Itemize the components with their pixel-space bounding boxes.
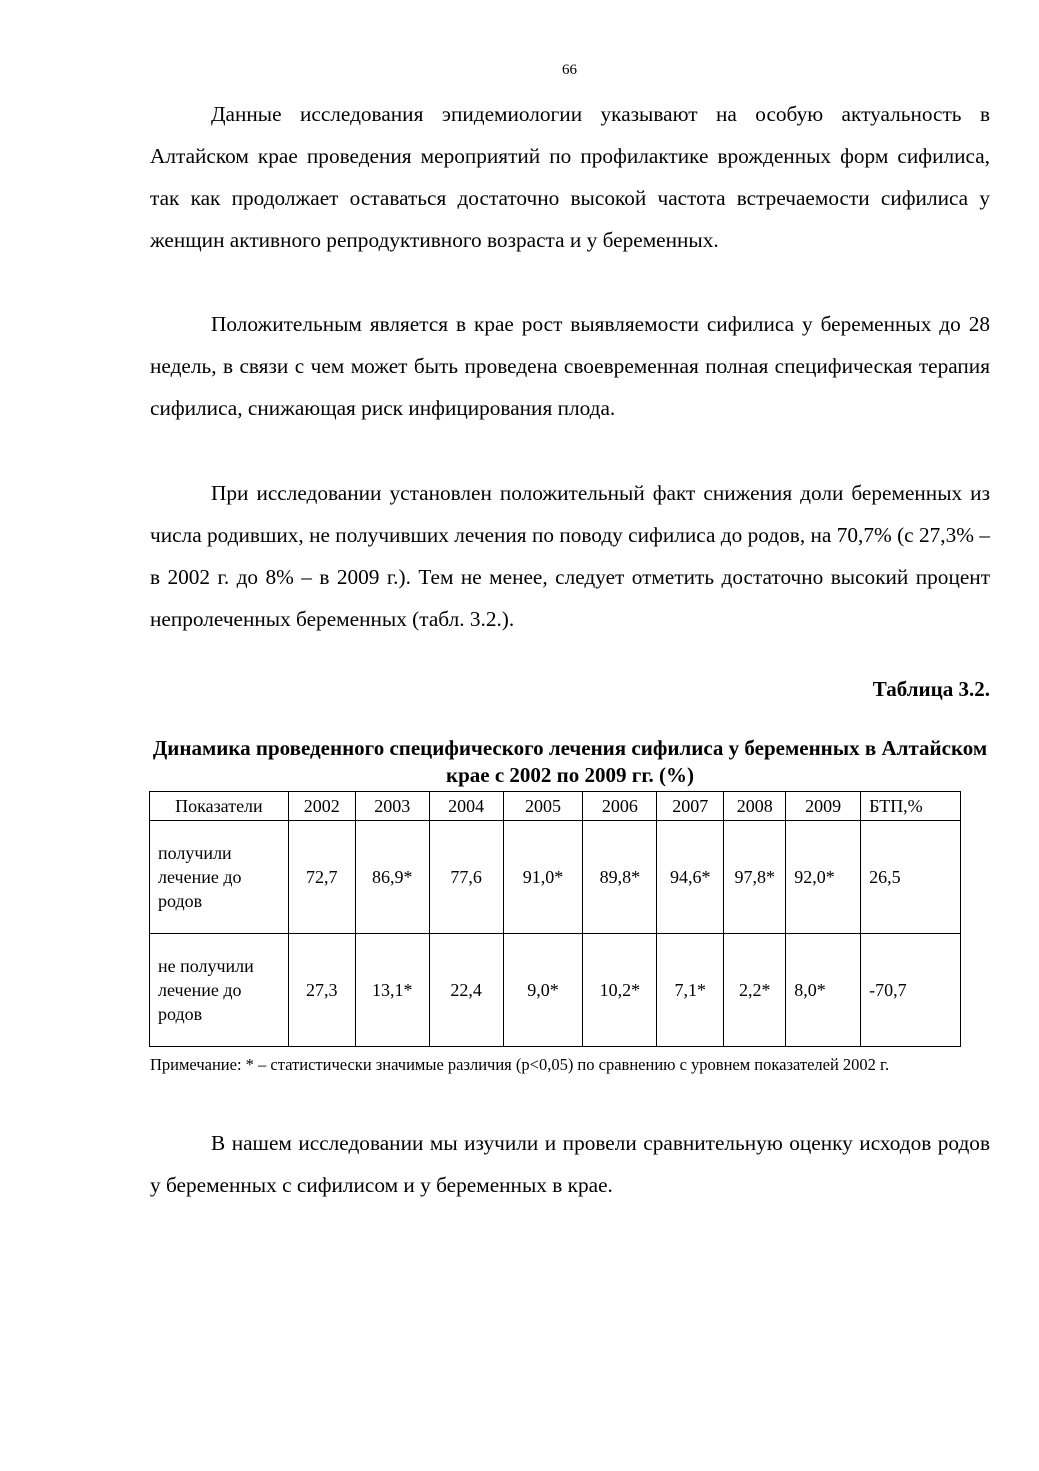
row-label-line: родов bbox=[158, 1004, 203, 1024]
table-row bbox=[150, 821, 961, 934]
table-cell: 27,3 bbox=[288, 934, 355, 1047]
data-table bbox=[149, 791, 961, 1047]
row-label-line: лечение до bbox=[158, 867, 242, 887]
table-cell: -70,7 bbox=[861, 934, 961, 1047]
table-header-cell: БТП,% bbox=[861, 792, 961, 821]
row-label-line: не получили bbox=[158, 956, 254, 976]
table-cell: 97,8* bbox=[724, 821, 786, 934]
paragraph-1 bbox=[150, 93, 990, 261]
table-header-row bbox=[150, 792, 961, 821]
table-cell: 22,4 bbox=[429, 934, 503, 1047]
table-header-cell: 2003 bbox=[355, 792, 429, 821]
row-label bbox=[150, 934, 289, 1047]
table-header-cell: 2007 bbox=[657, 792, 724, 821]
table-cell: 92,0* bbox=[786, 821, 861, 934]
table-cell: 10,2* bbox=[583, 934, 657, 1047]
paragraph-text: В нашем исследовании мы изучили и провели сравнительную оценку исходов родов у беременных с сифилисом и у беременных в крае. bbox=[150, 1131, 990, 1197]
paragraph-2 bbox=[150, 303, 990, 429]
row-label-line: родов bbox=[158, 891, 203, 911]
table-header-cell: Показатели bbox=[150, 792, 289, 821]
table-row bbox=[150, 934, 961, 1047]
row-label bbox=[150, 821, 289, 934]
paragraph-text: При исследовании установлен положительный факт снижения доли беременных из числа родивших, не получивших лечения по поводу сифилиса до родов, на 70,7% (с 27,3% – в 2002 г. до 8% – в 2009 г.). Тем не менее, следует отметить достаточно высокий процент непролеченных беременных (табл. 3.2.). bbox=[150, 481, 990, 631]
table-header-cell: 2009 bbox=[786, 792, 861, 821]
table-cell: 13,1* bbox=[355, 934, 429, 1047]
table-header-cell: 2005 bbox=[503, 792, 583, 821]
paragraph-4 bbox=[150, 1122, 990, 1206]
table-note: Примечание: * – статистически значимые различия (p<0,05) по сравнению с уровнем показателей 2002 г. bbox=[150, 1055, 890, 1074]
page-number: 66 bbox=[562, 62, 577, 78]
table-cell: 86,9* bbox=[355, 821, 429, 934]
table-cell: 9,0* bbox=[503, 934, 583, 1047]
paragraph-text: Данные исследования эпидемиологии указывают на особую актуальность в Алтайском крае проведения мероприятий по профилактике врожденных форм сифилиса, так как продолжает оставаться достаточно высокой частота встречаемости сифилиса у женщин активного репродуктивного возраста и у беременных. bbox=[150, 102, 990, 252]
table-cell: 26,5 bbox=[861, 821, 961, 934]
table-label: Таблица 3.2. bbox=[872, 677, 990, 701]
table-title: Динамика проведенного специфического лечения сифилиса у беременных в Алтайском крае с 2002 по 2009 гг. (%) bbox=[152, 736, 988, 787]
table-header-cell: 2004 bbox=[429, 792, 503, 821]
table-cell: 72,7 bbox=[288, 821, 355, 934]
table-cell: 8,0* bbox=[786, 934, 861, 1047]
table-cell: 7,1* bbox=[657, 934, 724, 1047]
table-cell: 91,0* bbox=[503, 821, 583, 934]
table-header-cell: 2006 bbox=[583, 792, 657, 821]
table-cell: 89,8* bbox=[583, 821, 657, 934]
table-cell: 77,6 bbox=[429, 821, 503, 934]
table-cell: 94,6* bbox=[657, 821, 724, 934]
row-label-line: лечение до bbox=[158, 980, 242, 1000]
table-header-cell: 2002 bbox=[288, 792, 355, 821]
paragraph-3 bbox=[150, 472, 990, 640]
row-label-line: получили bbox=[158, 843, 232, 863]
table-cell: 2,2* bbox=[724, 934, 786, 1047]
table-header-cell: 2008 bbox=[724, 792, 786, 821]
paragraph-text: Положительным является в крае рост выявляемости сифилиса у беременных до 28 недель, в связи с чем может быть проведена своевременная полная специфическая терапия сифилиса, снижающая риск инфицирования плода. bbox=[150, 312, 990, 420]
